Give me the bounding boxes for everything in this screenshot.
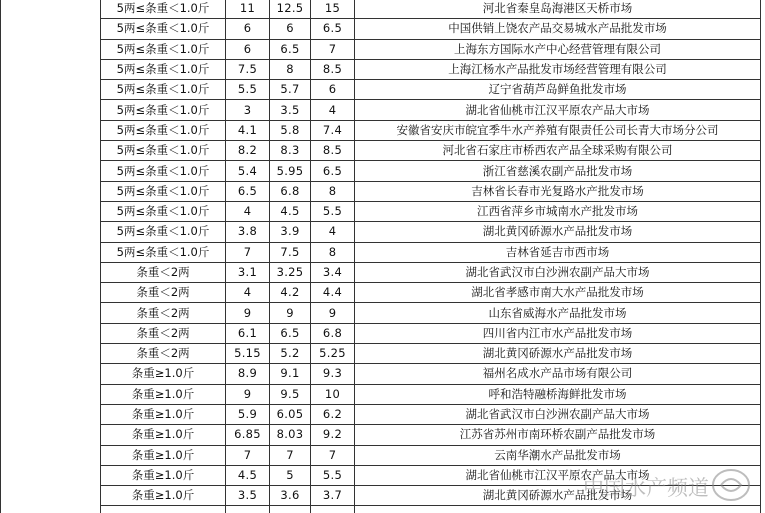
high-price-cell: 7 [311,445,355,465]
low-price-cell: 4 [226,201,270,221]
blank-cell [1,161,101,181]
blank-cell [1,100,101,120]
avg-price-cell: 8 [270,59,311,79]
low-price-cell: 6.5 [226,181,270,201]
market-cell: 吉林省延吉市西市场 [355,242,761,262]
grade-cell: 5两≤条重＜1.0斤 [101,242,226,262]
market-cell: 湖北黄冈硚源水产品批发市场 [355,344,761,364]
blank-cell [1,19,101,39]
low-price-cell: 3 [226,100,270,120]
high-price-cell: 8 [311,181,355,201]
avg-price-cell: 5.7 [270,80,311,100]
high-price-cell: 4 [311,222,355,242]
high-price-cell: 3.7 [311,486,355,506]
market-cell: 湖北省仙桃市江汉平原农产品大市场 [355,100,761,120]
blank-cell [1,80,101,100]
low-price-cell: 7 [226,242,270,262]
grade-cell: 条重＜2两 [101,262,226,282]
avg-price-cell: 3.5 [270,100,311,120]
high-price-cell: 7 [311,39,355,59]
avg-price-cell: 6.5 [270,323,311,343]
blank-cell [1,425,101,445]
grade-cell: 5两≤条重＜1.0斤 [101,141,226,161]
table-row [1,262,761,282]
market-cell: 江苏省苏州市南环桥农副产品批发市场 [355,425,761,445]
high-price-cell: 6.5 [311,19,355,39]
avg-price-cell: 5.8 [270,120,311,140]
high-price-cell: 7.4 [311,120,355,140]
blank-cell [1,364,101,384]
high-price-cell: 6 [311,80,355,100]
market-cell: 湖北黄冈硚源水产品批发市场 [355,486,761,506]
high-price-cell: 15 [311,0,355,19]
avg-price-cell: 9 [270,303,311,323]
avg-price-cell: 12.5 [270,0,311,19]
low-price-cell: 5.9 [226,404,270,424]
blank-cell [1,445,101,465]
high-price-cell: 4 [311,100,355,120]
blank-cell [1,486,101,506]
table-row [1,0,761,19]
avg-price-cell: 9.5 [270,384,311,404]
low-price-cell: 8.9 [226,364,270,384]
low-price-cell: 7 [226,445,270,465]
avg-price-cell: 4.2 [270,283,311,303]
grade-cell: 5两≤条重＜1.0斤 [101,161,226,181]
table-row [1,141,761,161]
table-row [1,303,761,323]
market-cell: 云南华潮水产品批发市场 [355,445,761,465]
market-cell: 湖北省仙桃市江汉平原农产品大市场 [355,465,761,485]
high-price-cell: 3.4 [311,262,355,282]
table-row [1,222,761,242]
high-price-cell: 8.5 [311,141,355,161]
grade-cell: 条重＜2两 [101,283,226,303]
empty-cell [226,506,270,513]
low-price-cell: 3.8 [226,222,270,242]
market-cell: 辽宁省葫芦岛鲜鱼批发市场 [355,80,761,100]
blank-cell [1,141,101,161]
table-row [1,384,761,404]
empty-cell [270,506,311,513]
table-row [1,425,761,445]
market-cell: 湖北黄冈硚源水产品批发市场 [355,222,761,242]
watermark-text: 中国水产频道 [583,476,709,500]
blank-cell [1,39,101,59]
blank-cell [1,181,101,201]
high-price-cell: 10 [311,384,355,404]
low-price-cell: 6 [226,39,270,59]
market-cell: 河北省秦皇岛海港区天桥市场 [355,0,761,19]
avg-price-cell: 6.05 [270,404,311,424]
low-price-cell: 4.1 [226,120,270,140]
high-price-cell: 6.8 [311,323,355,343]
high-price-cell: 9.3 [311,364,355,384]
blank-cell [1,344,101,364]
grade-cell: 5两≤条重＜1.0斤 [101,201,226,221]
high-price-cell: 8 [311,242,355,262]
grade-cell: 5两≤条重＜1.0斤 [101,181,226,201]
low-price-cell: 4.5 [226,465,270,485]
low-price-cell: 7.5 [226,59,270,79]
avg-price-cell: 9.1 [270,364,311,384]
low-price-cell: 3.1 [226,262,270,282]
grade-cell: 条重＜2两 [101,344,226,364]
blank-cell [1,465,101,485]
table-row [1,120,761,140]
table-row [1,161,761,181]
avg-price-cell: 7 [270,445,311,465]
table-row [1,59,761,79]
watermark-logo [579,461,759,511]
market-cell: 湖北省孝感市南大水产品批发市场 [355,283,761,303]
grade-cell: 条重≥1.0斤 [101,445,226,465]
blank-cell [1,222,101,242]
market-cell: 山东省威海水产品批发市场 [355,303,761,323]
grade-cell: 5两≤条重＜1.0斤 [101,222,226,242]
high-price-cell: 9.2 [311,425,355,445]
avg-price-cell: 5.95 [270,161,311,181]
blank-cell [1,242,101,262]
high-price-cell: 5.5 [311,201,355,221]
high-price-cell: 9 [311,303,355,323]
low-price-cell: 9 [226,303,270,323]
avg-price-cell: 5 [270,465,311,485]
high-price-cell: 6.5 [311,161,355,181]
table-row [1,181,761,201]
low-price-cell: 9 [226,384,270,404]
price-table-body [1,0,761,513]
high-price-cell: 6.2 [311,404,355,424]
low-price-cell: 8.2 [226,141,270,161]
high-price-cell: 5.25 [311,344,355,364]
low-price-cell: 4 [226,283,270,303]
grade-cell: 5两≤条重＜1.0斤 [101,80,226,100]
avg-price-cell: 6.8 [270,181,311,201]
avg-price-cell: 6 [270,19,311,39]
table-row [1,364,761,384]
grade-cell: 条重≥1.0斤 [101,486,226,506]
grade-cell: 条重≥1.0斤 [101,364,226,384]
market-cell: 浙江省慈溪农副产品批发市场 [355,161,761,181]
low-price-cell: 5.5 [226,80,270,100]
low-price-cell: 3.5 [226,486,270,506]
avg-price-cell: 5.2 [270,344,311,364]
high-price-cell: 4.4 [311,283,355,303]
avg-price-cell: 7.5 [270,242,311,262]
empty-cell [1,506,101,513]
blank-cell [1,283,101,303]
grade-cell: 5两≤条重＜1.0斤 [101,0,226,19]
avg-price-cell: 4.5 [270,201,311,221]
blank-cell [1,201,101,221]
table-row [1,201,761,221]
low-price-cell: 6.1 [226,323,270,343]
table-row [1,39,761,59]
avg-price-cell: 8.03 [270,425,311,445]
grade-cell: 5两≤条重＜1.0斤 [101,120,226,140]
market-cell: 湖北省武汉市白沙洲农副产品大市场 [355,262,761,282]
high-price-cell: 5.5 [311,465,355,485]
market-cell: 四川省内江市水产品批发市场 [355,323,761,343]
market-cell: 呼和浩特融桥海鲜批发市场 [355,384,761,404]
market-cell: 上海江杨水产品批发市场经营管理有限公司 [355,59,761,79]
low-price-cell: 5.4 [226,161,270,181]
grade-cell: 5两≤条重＜1.0斤 [101,59,226,79]
empty-cell [101,506,226,513]
grade-cell: 条重＜2两 [101,303,226,323]
low-price-cell: 5.15 [226,344,270,364]
blank-cell [1,323,101,343]
avg-price-cell: 3.9 [270,222,311,242]
market-cell: 河北省石家庄市桥西农产品全球采购有限公司 [355,141,761,161]
table-row [1,19,761,39]
grade-cell: 5两≤条重＜1.0斤 [101,100,226,120]
grade-cell: 5两≤条重＜1.0斤 [101,39,226,59]
blank-cell [1,404,101,424]
market-cell: 江西省萍乡市城南水产批发市场 [355,201,761,221]
table-row [1,323,761,343]
table-row [1,344,761,364]
market-cell: 湖北省武汉市白沙洲农副产品大市场 [355,404,761,424]
avg-price-cell: 3.25 [270,262,311,282]
low-price-cell: 6.85 [226,425,270,445]
grade-cell: 条重≥1.0斤 [101,465,226,485]
blank-cell [1,0,101,19]
grade-cell: 条重≥1.0斤 [101,404,226,424]
market-cell: 上海东方国际水产中心经营管理有限公司 [355,39,761,59]
table-row [1,80,761,100]
market-cell: 安徽省安庆市皖宜季牛水产养殖有限责任公司长青大市场分公司 [355,120,761,140]
low-price-cell: 6 [226,19,270,39]
market-cell: 吉林省长春市光复路水产批发市场 [355,181,761,201]
table-row [1,283,761,303]
blank-cell [1,262,101,282]
high-price-cell: 8.5 [311,59,355,79]
blank-cell [1,59,101,79]
table-row [1,404,761,424]
blank-cell [1,384,101,404]
avg-price-cell: 3.6 [270,486,311,506]
grade-cell: 条重＜2两 [101,323,226,343]
grade-cell: 条重≥1.0斤 [101,384,226,404]
market-cell: 中国供销上饶农产品交易城水产品批发市场 [355,19,761,39]
blank-cell [1,120,101,140]
grade-cell: 5两≤条重＜1.0斤 [101,19,226,39]
grade-cell: 条重≥1.0斤 [101,425,226,445]
low-price-cell: 11 [226,0,270,19]
table-row [1,242,761,262]
table-row [1,100,761,120]
market-cell: 福州名成水产品市场有限公司 [355,364,761,384]
empty-cell [311,506,355,513]
avg-price-cell: 8.3 [270,141,311,161]
avg-price-cell: 6.5 [270,39,311,59]
blank-cell [1,303,101,323]
